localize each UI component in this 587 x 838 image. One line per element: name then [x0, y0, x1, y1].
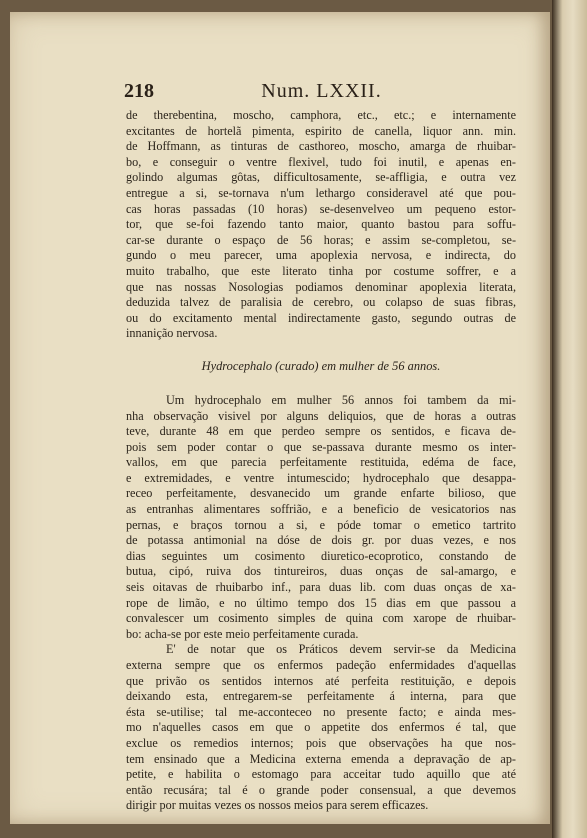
text-line: gundo o meu parecer, uma apoplexia nervosa, e indirecta, do [126, 248, 516, 263]
text-line: Um hydrocephalo em mulher 56 annos foi tambem da mi- [166, 392, 516, 407]
text-line: externa sempre que os enfermos padeção enfermidades d'aquellas [126, 658, 516, 672]
text-line: e extremidades, e ventre intumescido; hydrocephalo que desappa- [126, 470, 516, 485]
text-line: de potassa antimonial na dóse de dois gr. por duas vezes, e nos [126, 533, 516, 548]
text-line: nha observação visivel por alguns deliquios, que de horas a outras [126, 408, 516, 423]
text-line: convalescer um cosimento simples de quina com xarope de rhuibar- [126, 611, 516, 626]
text-line: entregue a si, se-tornava n'um lethargo consideravel até que pou- [126, 185, 516, 200]
text-line: pernas, e braços tornou a si, e póde tomar o emetico tartrito [126, 517, 516, 532]
text-line: deixando esta, entregarem-se perfeitamente á interna, para que [126, 689, 516, 704]
text-line: car-se durante o espaço de 56 horas; e assim se-completou, se- [126, 232, 516, 247]
paragraph-3 [126, 642, 516, 814]
body-text [126, 108, 516, 814]
text-line: então recusára; tal é o grande poder consensual, a que devemos [126, 782, 516, 797]
text-line: vallos, em que parecia perfeitamente restituida, edéma de face, [126, 455, 516, 470]
text-line: E' de notar que os Práticos devem servir-se da Medicina [166, 642, 516, 657]
text-line: que privão os sentidos internos até perfeita restituição, e depois [126, 673, 516, 688]
text-line: de therebentina, moscho, camphora, etc., etc.; e internamente [126, 108, 516, 122]
paragraph-1 [126, 108, 516, 342]
text-line: as entranhas alimentares soffrião, e a beneficio de vesicatorios nas [126, 502, 516, 517]
text-line: exclue os remedios internos; pois que observações ha que nos- [126, 735, 516, 750]
text-line: bo, e conseguir o ventre flexivel, tudo foi inutil, e apenas en- [126, 154, 516, 169]
text-line: tem ensinado que a Medicina externa emenda a depravação de ap- [126, 751, 516, 766]
book-spine [552, 0, 587, 838]
paragraph-2 [126, 393, 516, 643]
text-line: ésta se-utilise; tal me-acconteceo no presente facto; e ainda mes- [126, 704, 516, 719]
section-heading: Hydrocephalo (curado) em mulher de 56 annos. [201, 358, 441, 373]
text-line: petite, e habilita o estomago para acceitar tudo aquillo que até [126, 767, 516, 782]
running-head [124, 80, 519, 104]
text-line: dirigir por muitas vezes os nossos meios para serem efficazes. [126, 798, 429, 813]
text-line: seis oitavas de rhuibarbo inf., para duas lib. com duas onças de xa- [126, 580, 516, 595]
text-line: innanição nervosa. [126, 326, 218, 341]
text-line: butua, cipó, ruiva dos tintureiros, duas onças de sal-amargo, e [126, 564, 516, 579]
page-title: Num. LXXII. [261, 80, 382, 102]
text-line: teve, durante 48 em que perdeo sempre os sentidos, e ficava de- [126, 424, 516, 439]
text-line: de Hoffmann, as tinturas de casthoreo, moscho, amarga de rhuibar- [126, 139, 516, 154]
text-line: tor, que se-foi fazendo tanto maior, quanto bastou para soffu- [126, 217, 516, 232]
text-line: mo n'aquelles casos em que o appetite dos enfermos é tal, que [126, 720, 516, 735]
text-line: receo perfeitamente, desvanecido um grande enfarte bilioso, que [126, 486, 516, 501]
text-line: ou do excitamento mental indirectamente gasto, segundo outras de [126, 310, 516, 325]
text-line: que nas nossas Nosologias podiamos denominar apoplexia literata, [126, 279, 516, 294]
page-number: 218 [124, 80, 154, 102]
text-line: golindo algumas gôtas, difficultosamente, se-affligia, e outra vez [126, 170, 516, 185]
text-line: bo: acha-se por este meio perfeitamente curada. [126, 626, 359, 641]
text-line: deduzida talvez de paralisia de cerebro, ou colapso de suas fibras, [126, 295, 516, 310]
text-line: muito trabalho, que este literato tinha por costume soffrer, e a [126, 263, 516, 278]
text-line: cas horas passadas (10 horas) se-desenvelveo um pequeno estor- [126, 201, 516, 216]
text-line: excitantes de hortelã pimenta, espirito de canella, liquor ann. min. [126, 123, 516, 138]
text-line: rope de limão, e no último tempo dos 15 dias em que passou a [126, 595, 516, 610]
text-line: pois sem poder contar o que se-passava durante mesmo os inter- [126, 439, 516, 454]
text-line: dias seguintes um cosimento diuretico-ecoprotico, constando de [126, 548, 516, 563]
